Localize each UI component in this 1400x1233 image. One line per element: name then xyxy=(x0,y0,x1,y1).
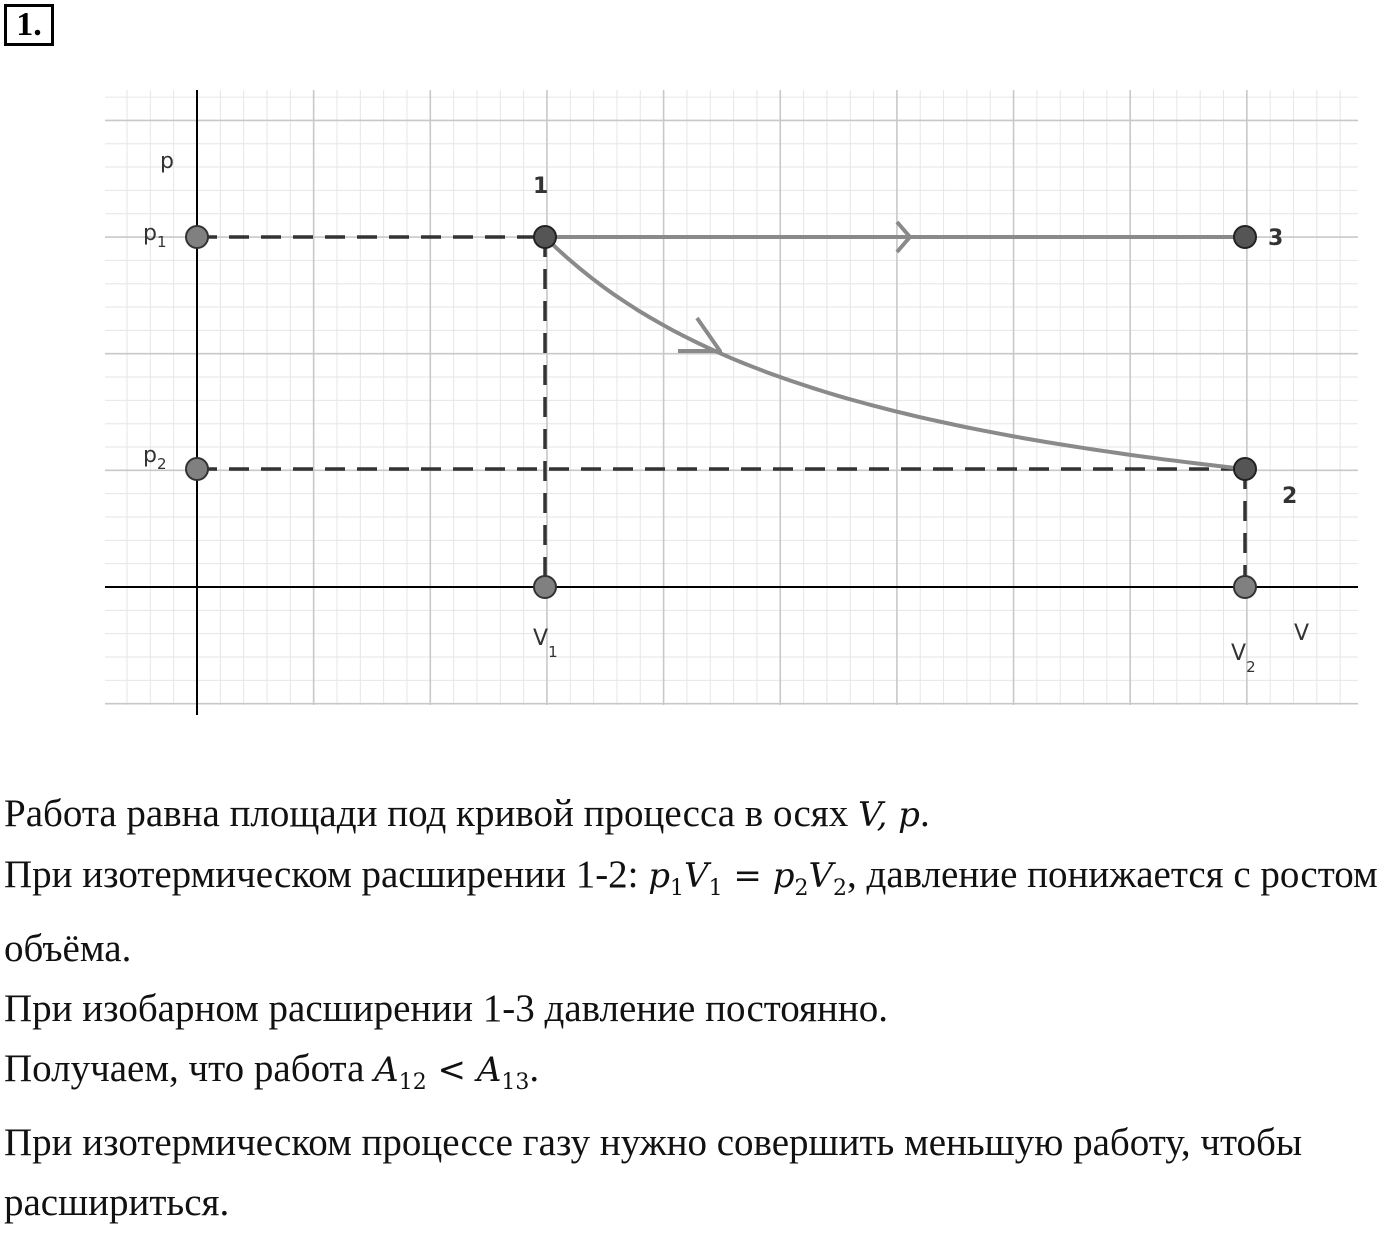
point1-label: 1 xyxy=(533,174,549,199)
text-line-5: При изотермическом процессе газу нужно совершить меньшую работу, чтобы расшириться. xyxy=(4,1120,1303,1224)
text-line-1: Работа равна площади под кривой процесса в осях V, p. xyxy=(4,792,930,835)
grid-major-lines xyxy=(105,90,1358,705)
state-point-2 xyxy=(1234,458,1256,480)
V-axis-label: V xyxy=(1294,621,1310,646)
text-line-4: Получаем, что работа $A_{12} < A_{13}$. xyxy=(4,1046,540,1095)
point3-label: 3 xyxy=(1268,226,1284,251)
p2-label: $p_2$ xyxy=(143,443,167,473)
point-p2 xyxy=(186,458,208,480)
task-number: 1. xyxy=(4,4,54,46)
point-V2 xyxy=(1234,576,1256,598)
text-line-2: При изотермическом расширении 1-2: $p_1V_1 = p_2V_2$, давление понижается с ростом объёма. xyxy=(4,853,1378,970)
grid-minor-lines xyxy=(105,90,1358,705)
V1-label: $V_1$ xyxy=(533,626,558,661)
point-p1 xyxy=(186,226,208,248)
V2-label: $V_2$ xyxy=(1231,641,1256,676)
point2-label: 2 xyxy=(1282,484,1298,509)
explanation-text xyxy=(4,784,1396,1233)
point-V1 xyxy=(534,576,556,598)
state-point-3 xyxy=(1234,226,1256,248)
text-line-3: При изобарном расширении 1-3 давление постоянно. xyxy=(4,986,888,1030)
p-axis-label: p xyxy=(160,149,174,174)
state-point-1 xyxy=(534,226,556,248)
p1-label: $p_1$ xyxy=(143,221,167,251)
